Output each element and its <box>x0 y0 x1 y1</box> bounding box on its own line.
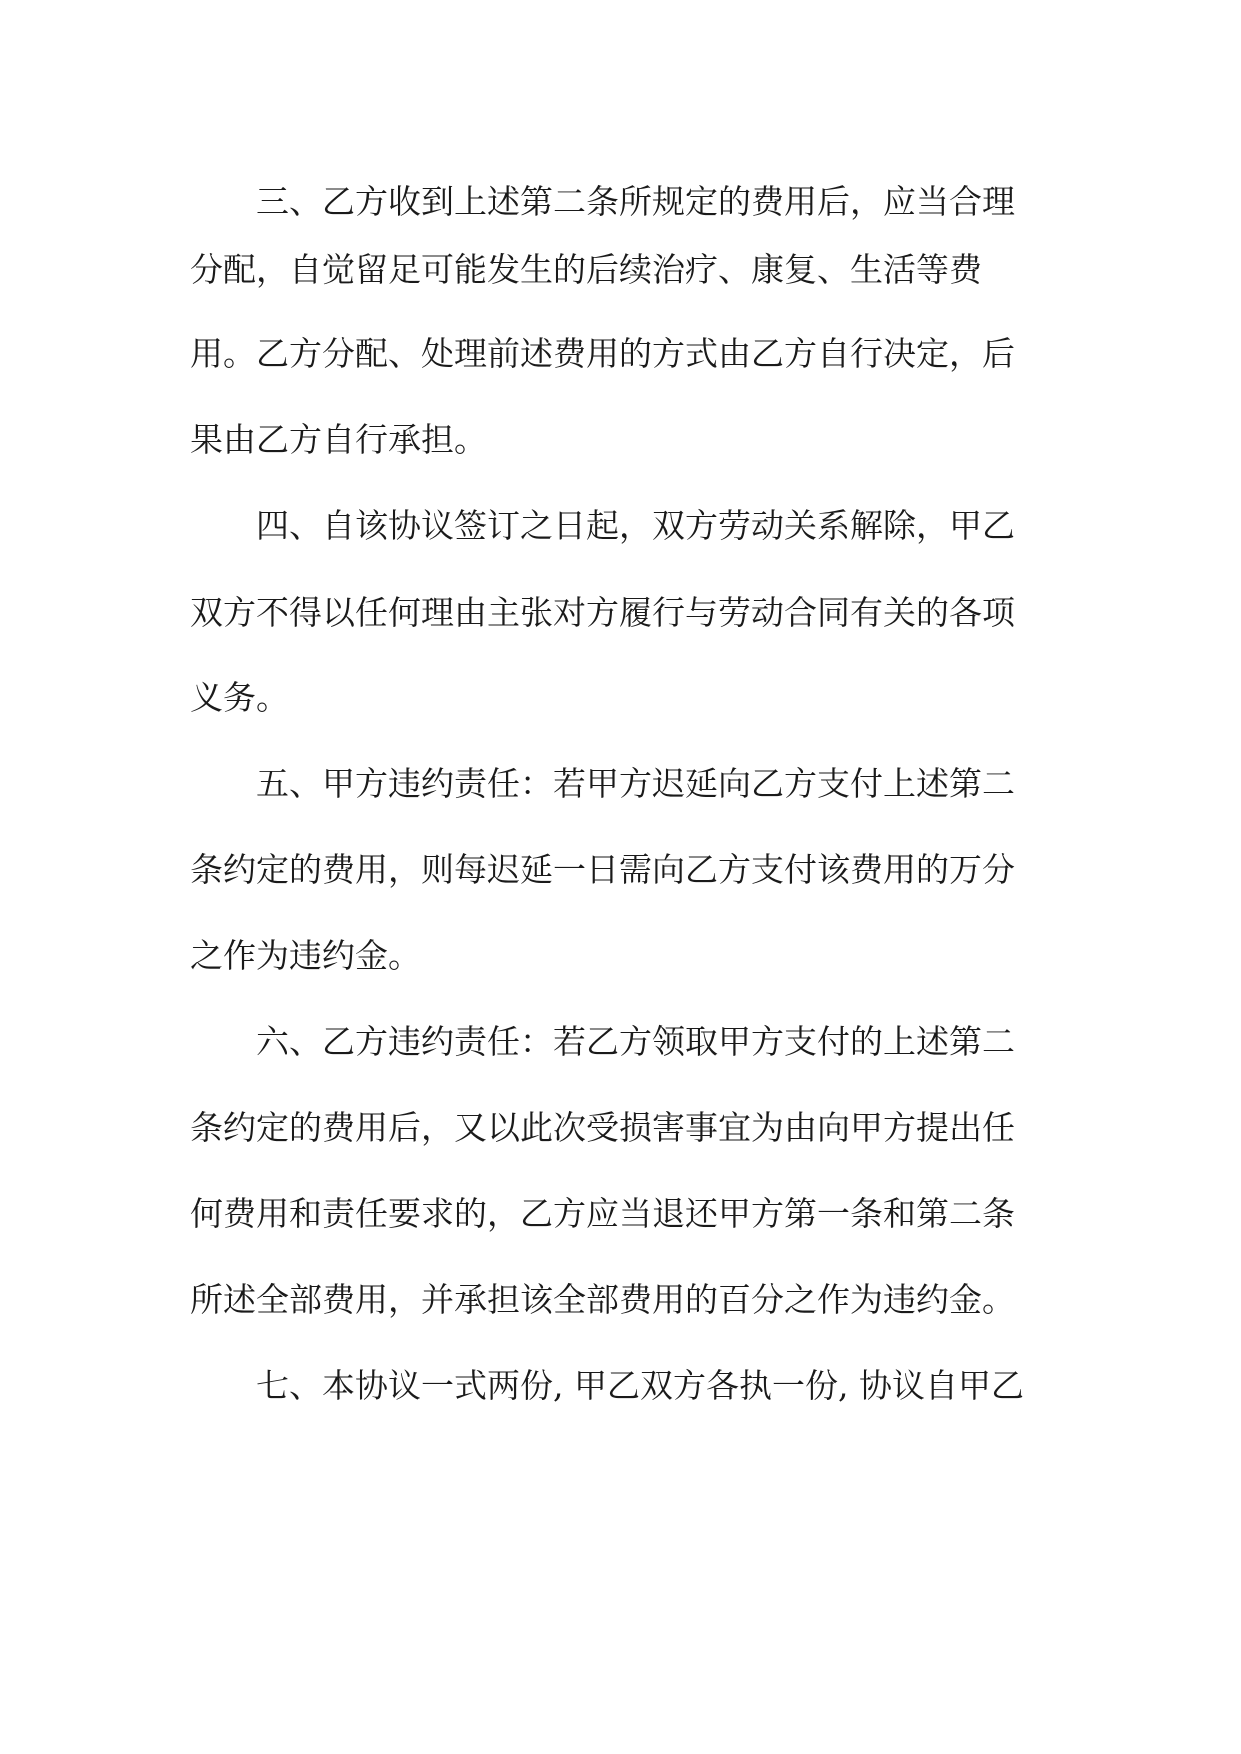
clause-4-line-3: 义务。 <box>190 678 289 717</box>
clause-3-line-1: 三、乙方收到上述第二条所规定的费用后，应当合理 <box>256 182 1015 221</box>
clause-3-line-4: 果由乙方自行承担。 <box>190 420 487 459</box>
clause-4-line-1: 四、自该协议签订之日起，双方劳动关系解除，甲乙 <box>256 506 1015 545</box>
clause-4-line-2: 双方不得以任何理由主张对方履行与劳动合同有关的各项 <box>190 593 1015 632</box>
clause-6-line-3: 何费用和责任要求的，乙方应当退还甲方第一条和第二条 <box>190 1194 1015 1233</box>
clause-6-line-2: 条约定的费用后，又以此次受损害事宜为由向甲方提出任 <box>190 1108 1015 1147</box>
clause-5-line-3: 之作为违约金。 <box>190 936 421 975</box>
clause-3-line-2: 分配，自觉留足可能发生的后续治疗、康复、生活等费 <box>190 250 982 289</box>
clause-6-line-4: 所述全部费用，并承担该全部费用的百分之作为违约金。 <box>190 1280 1015 1319</box>
clause-7-line-1: 七、本协议一式两份, 甲乙双方各执一份, 协议自甲乙 <box>256 1366 1024 1405</box>
clause-3-line-3: 用。乙方分配、处理前述费用的方式由乙方自行决定，后 <box>190 334 1015 373</box>
clause-5-line-1: 五、甲方违约责任：若甲方迟延向乙方支付上述第二 <box>256 764 1015 803</box>
clause-6-line-1: 六、乙方违约责任：若乙方领取甲方支付的上述第二 <box>256 1022 1015 1061</box>
clause-5-line-2: 条约定的费用，则每迟延一日需向乙方支付该费用的万分 <box>190 850 1015 889</box>
